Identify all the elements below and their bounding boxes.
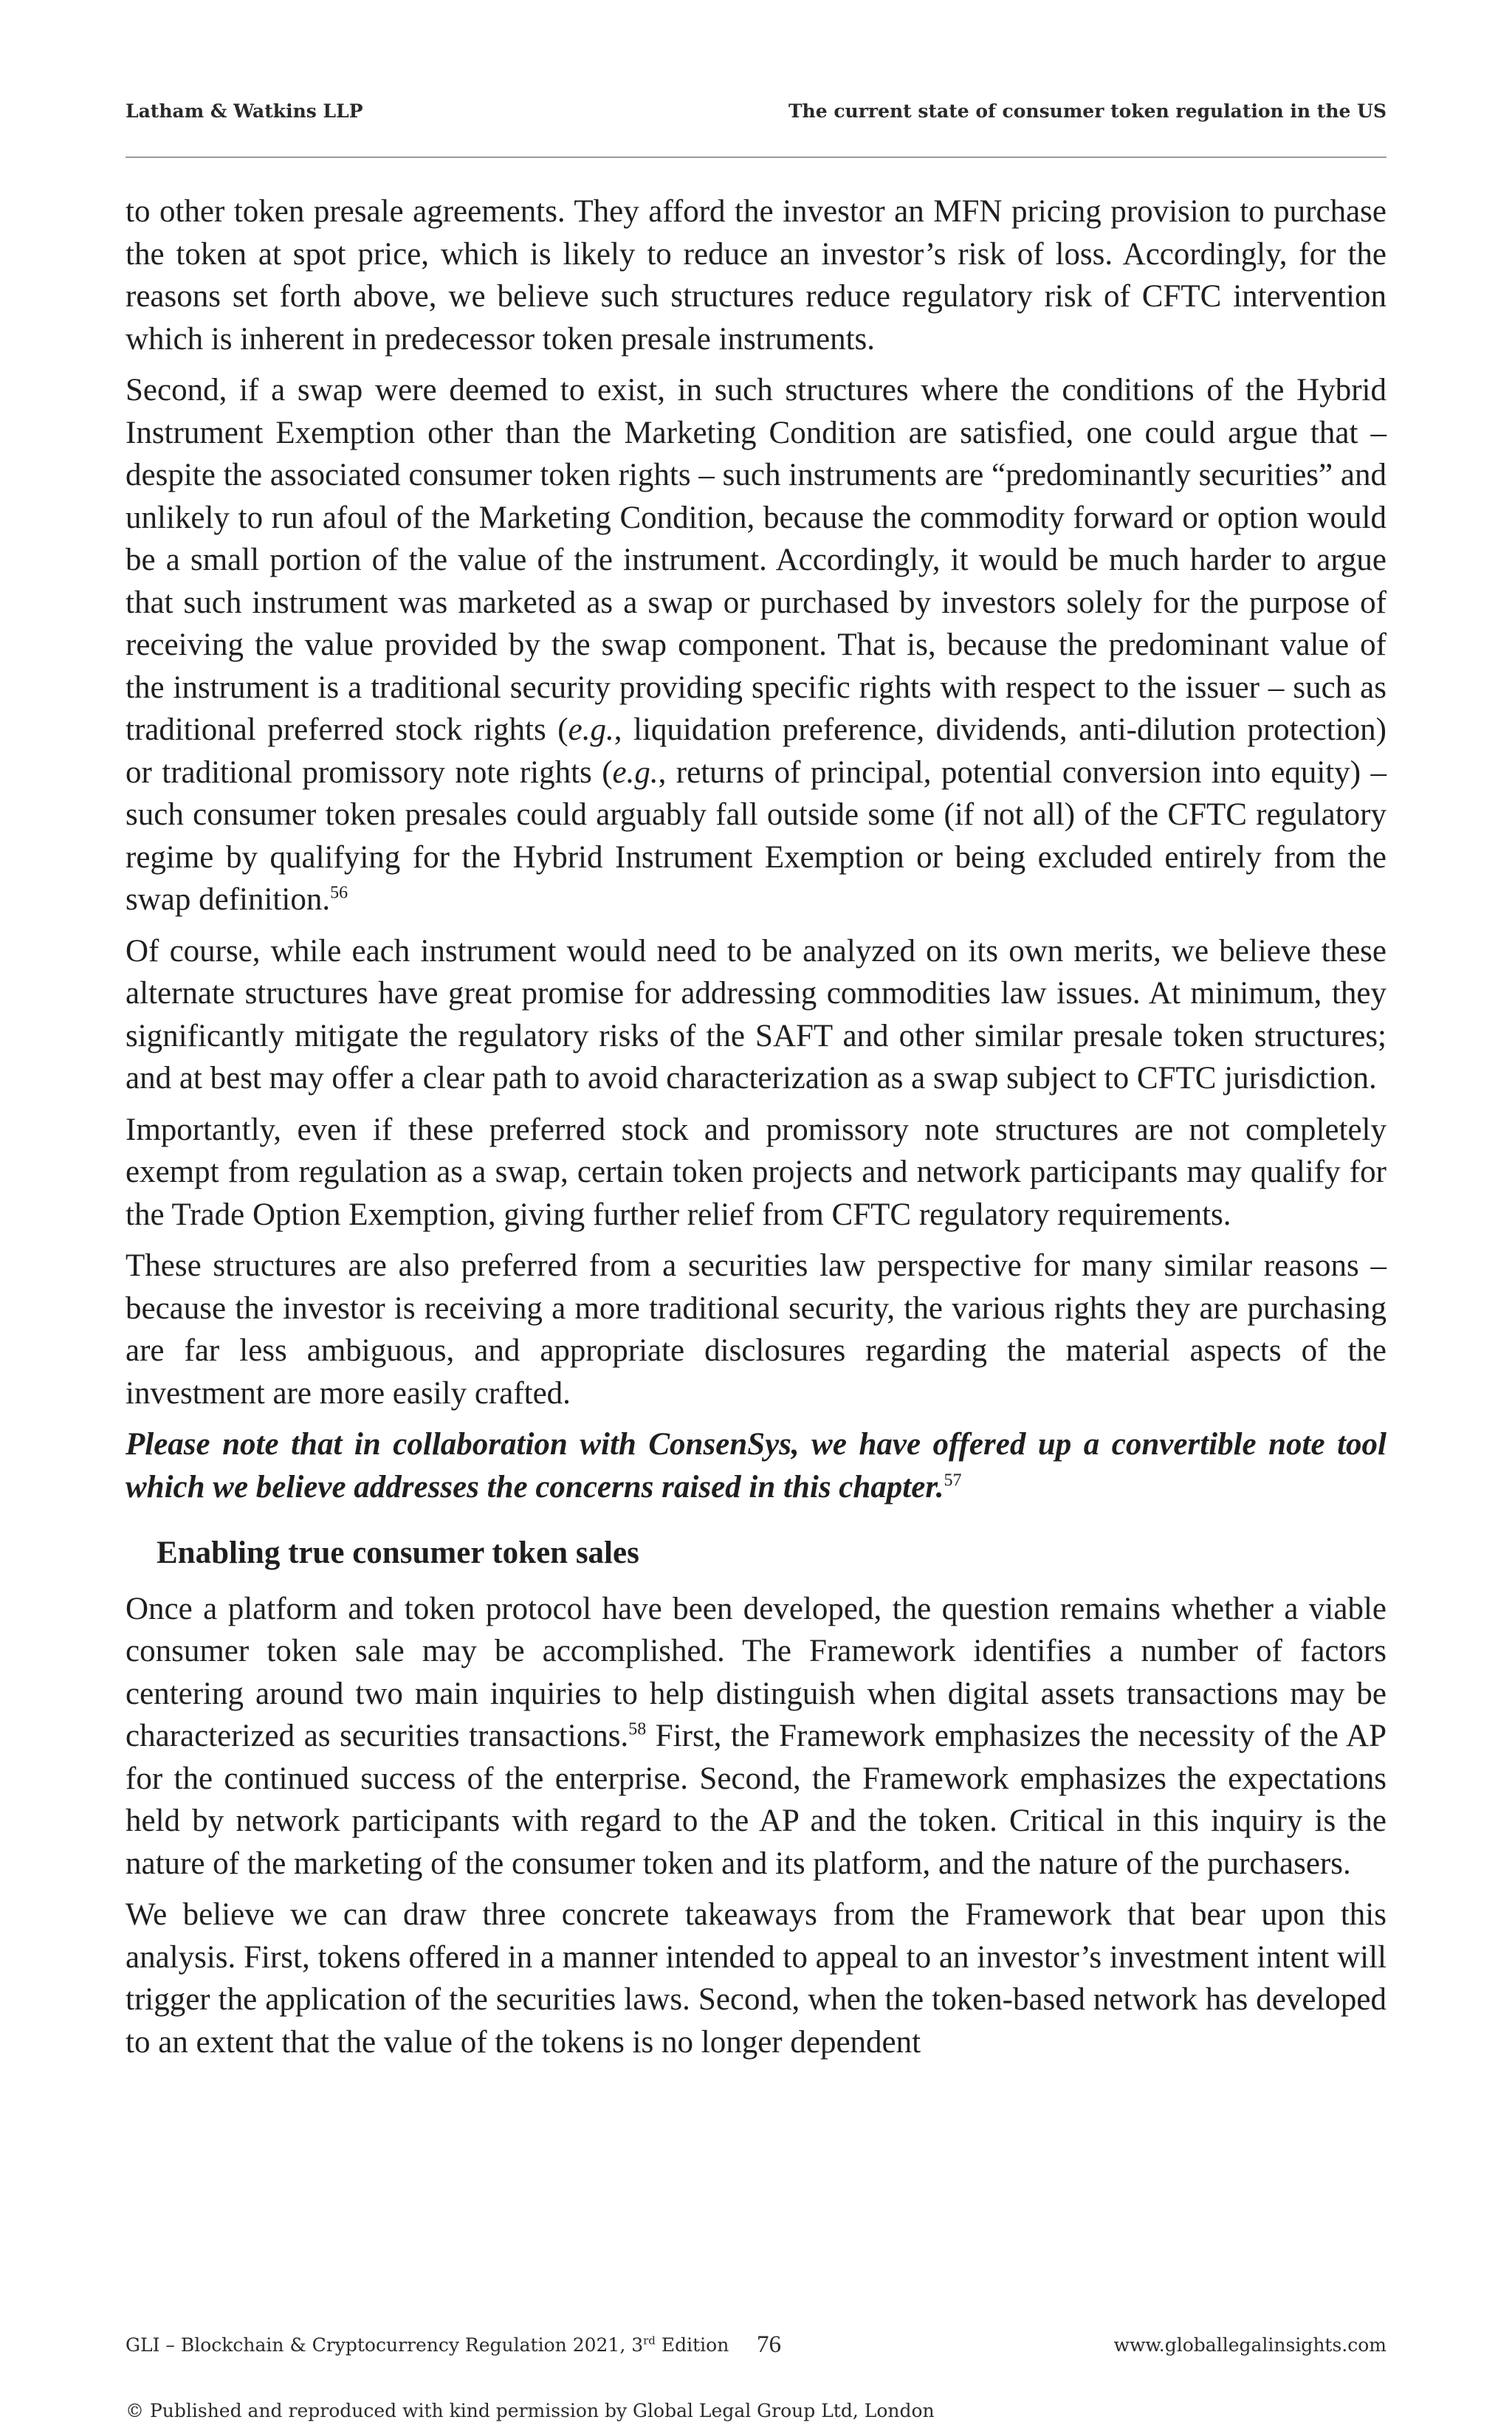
- paragraph-2: Second, if a swap were deemed to exist, in such structures where the conditions of the Hybrid Instrument Exemption other than the Marketing Condition are satisfied, one could argue that – despite the associated consumer token rights – such instruments are “predominantly securities” and unlikely to run afoul of the Marketing Condition, because the commodity forward or option would be a small portion of the value of the instrument. Accordingly, it would be much harder to argue that such instrument was marketed as a swap or purchased by investors solely for the purpose of receiving the value provided by the swap component. That is, because the predominant value of the instrument is a traditional security providing specific rights with respect to the issuer – such as traditional preferred stock rights (e.g., liquidation preference, dividends, anti-dilution protection) or traditional promissory note rights (e.g., returns of principal, potential conversion into equity) – such consumer token presales could arguably fall outside some (if not all) of the CFTC regulatory regime by qualifying for the Hybrid Instrument Exemption or being excluded entirely from the swap definition.$^{56}$: [126, 373, 1386, 917]
- copyright-notice: © Published and reproduced with kind permission by Global Legal Group Ltd, London: [126, 2400, 935, 2421]
- paragraph-6-emphasis: Please note that in collaboration with ConsenSys, we have offered up a convertible note tool which we believe addresses the concerns raised in this chapter.$^{57}$: [126, 1427, 1386, 1505]
- paragraph-4: Importantly, even if these preferred stock and promissory note structures are not completely exempt from regulation as a swap, certain token projects and network participants may qualify for the Trade Option Exemption, giving further relief from CFTC regulatory requirements.: [126, 1112, 1386, 1232]
- paragraph-7: Once a platform and token protocol have been developed, the question remains whether a viable consumer token sale may be accomplished. The Framework identifies a number of factors centering around two main inquiries to help distinguish when digital assets transactions may be characterized as securities transactions.$^{58}$ First, the Framework emphasizes the necessity of the AP for the continued success of the enterprise. Second, the Framework emphasizes the expectations held by network participants with regard to the AP and the token. Critical in this inquiry is the nature of the marketing of the consumer token and its platform, and the nature of the purchasers.: [126, 1591, 1386, 1881]
- paragraph-5: These structures are also preferred from a securities law perspective for many similar reasons – because the investor is receiving a more traditional security, the various rights they are purchasing are far less ambiguous, and appropriate disclosures regarding the material aspects of the investment are more easily crafted.: [126, 1248, 1386, 1411]
- paragraph-3: Of course, while each instrument would need to be analyzed on its own merits, we believe these alternate structures have great promise for addressing commodities law issues. At minimum, they significantly mitigate the regulatory risks of the SAFT and other similar presale token structures; and at best may offer a clear path to avoid characterization as a swap subject to CFTC jurisdiction.: [126, 933, 1386, 1096]
- page-number: 76: [757, 2331, 781, 2358]
- footnote-ref-56: 56: [330, 883, 348, 903]
- section-heading: Enabling true consumer token sales: [157, 1536, 639, 1570]
- header-chapter-title: The current state of consumer token regulation in the US: [788, 100, 1386, 122]
- footer-publication: GLI – Blockchain & Cryptocurrency Regulation 2021, 3rd Edition: [126, 2334, 729, 2356]
- footnote-ref-57: 57: [944, 1471, 962, 1490]
- footnote-ref-58: 58: [628, 1719, 647, 1739]
- header-divider: [126, 157, 1386, 158]
- page-body: [126, 190, 1386, 2072]
- paragraph-8: We believe we can draw three concrete takeaways from the Framework that bear upon this analysis. First, tokens offered in a manner intended to appeal to an investor’s investment intent will trigger the application of the securities laws. Second, when the token-based network has developed to an extent that the value of the tokens is no longer dependent: [126, 1897, 1386, 2060]
- footer-website-link[interactable]: www.globallegalinsights.com: [1113, 2334, 1386, 2356]
- header-firm-name: Latham & Watkins LLP: [126, 100, 363, 122]
- paragraph-1: to other token presale agreements. They afford the investor an MFN pricing provision to purchase the token at spot price, which is likely to reduce an investor’s risk of loss. Accordingly, for the reasons set forth above, we believe such structures reduce regulatory risk of CFTC intervention which is inherent in predecessor token presale instruments.: [126, 194, 1386, 357]
